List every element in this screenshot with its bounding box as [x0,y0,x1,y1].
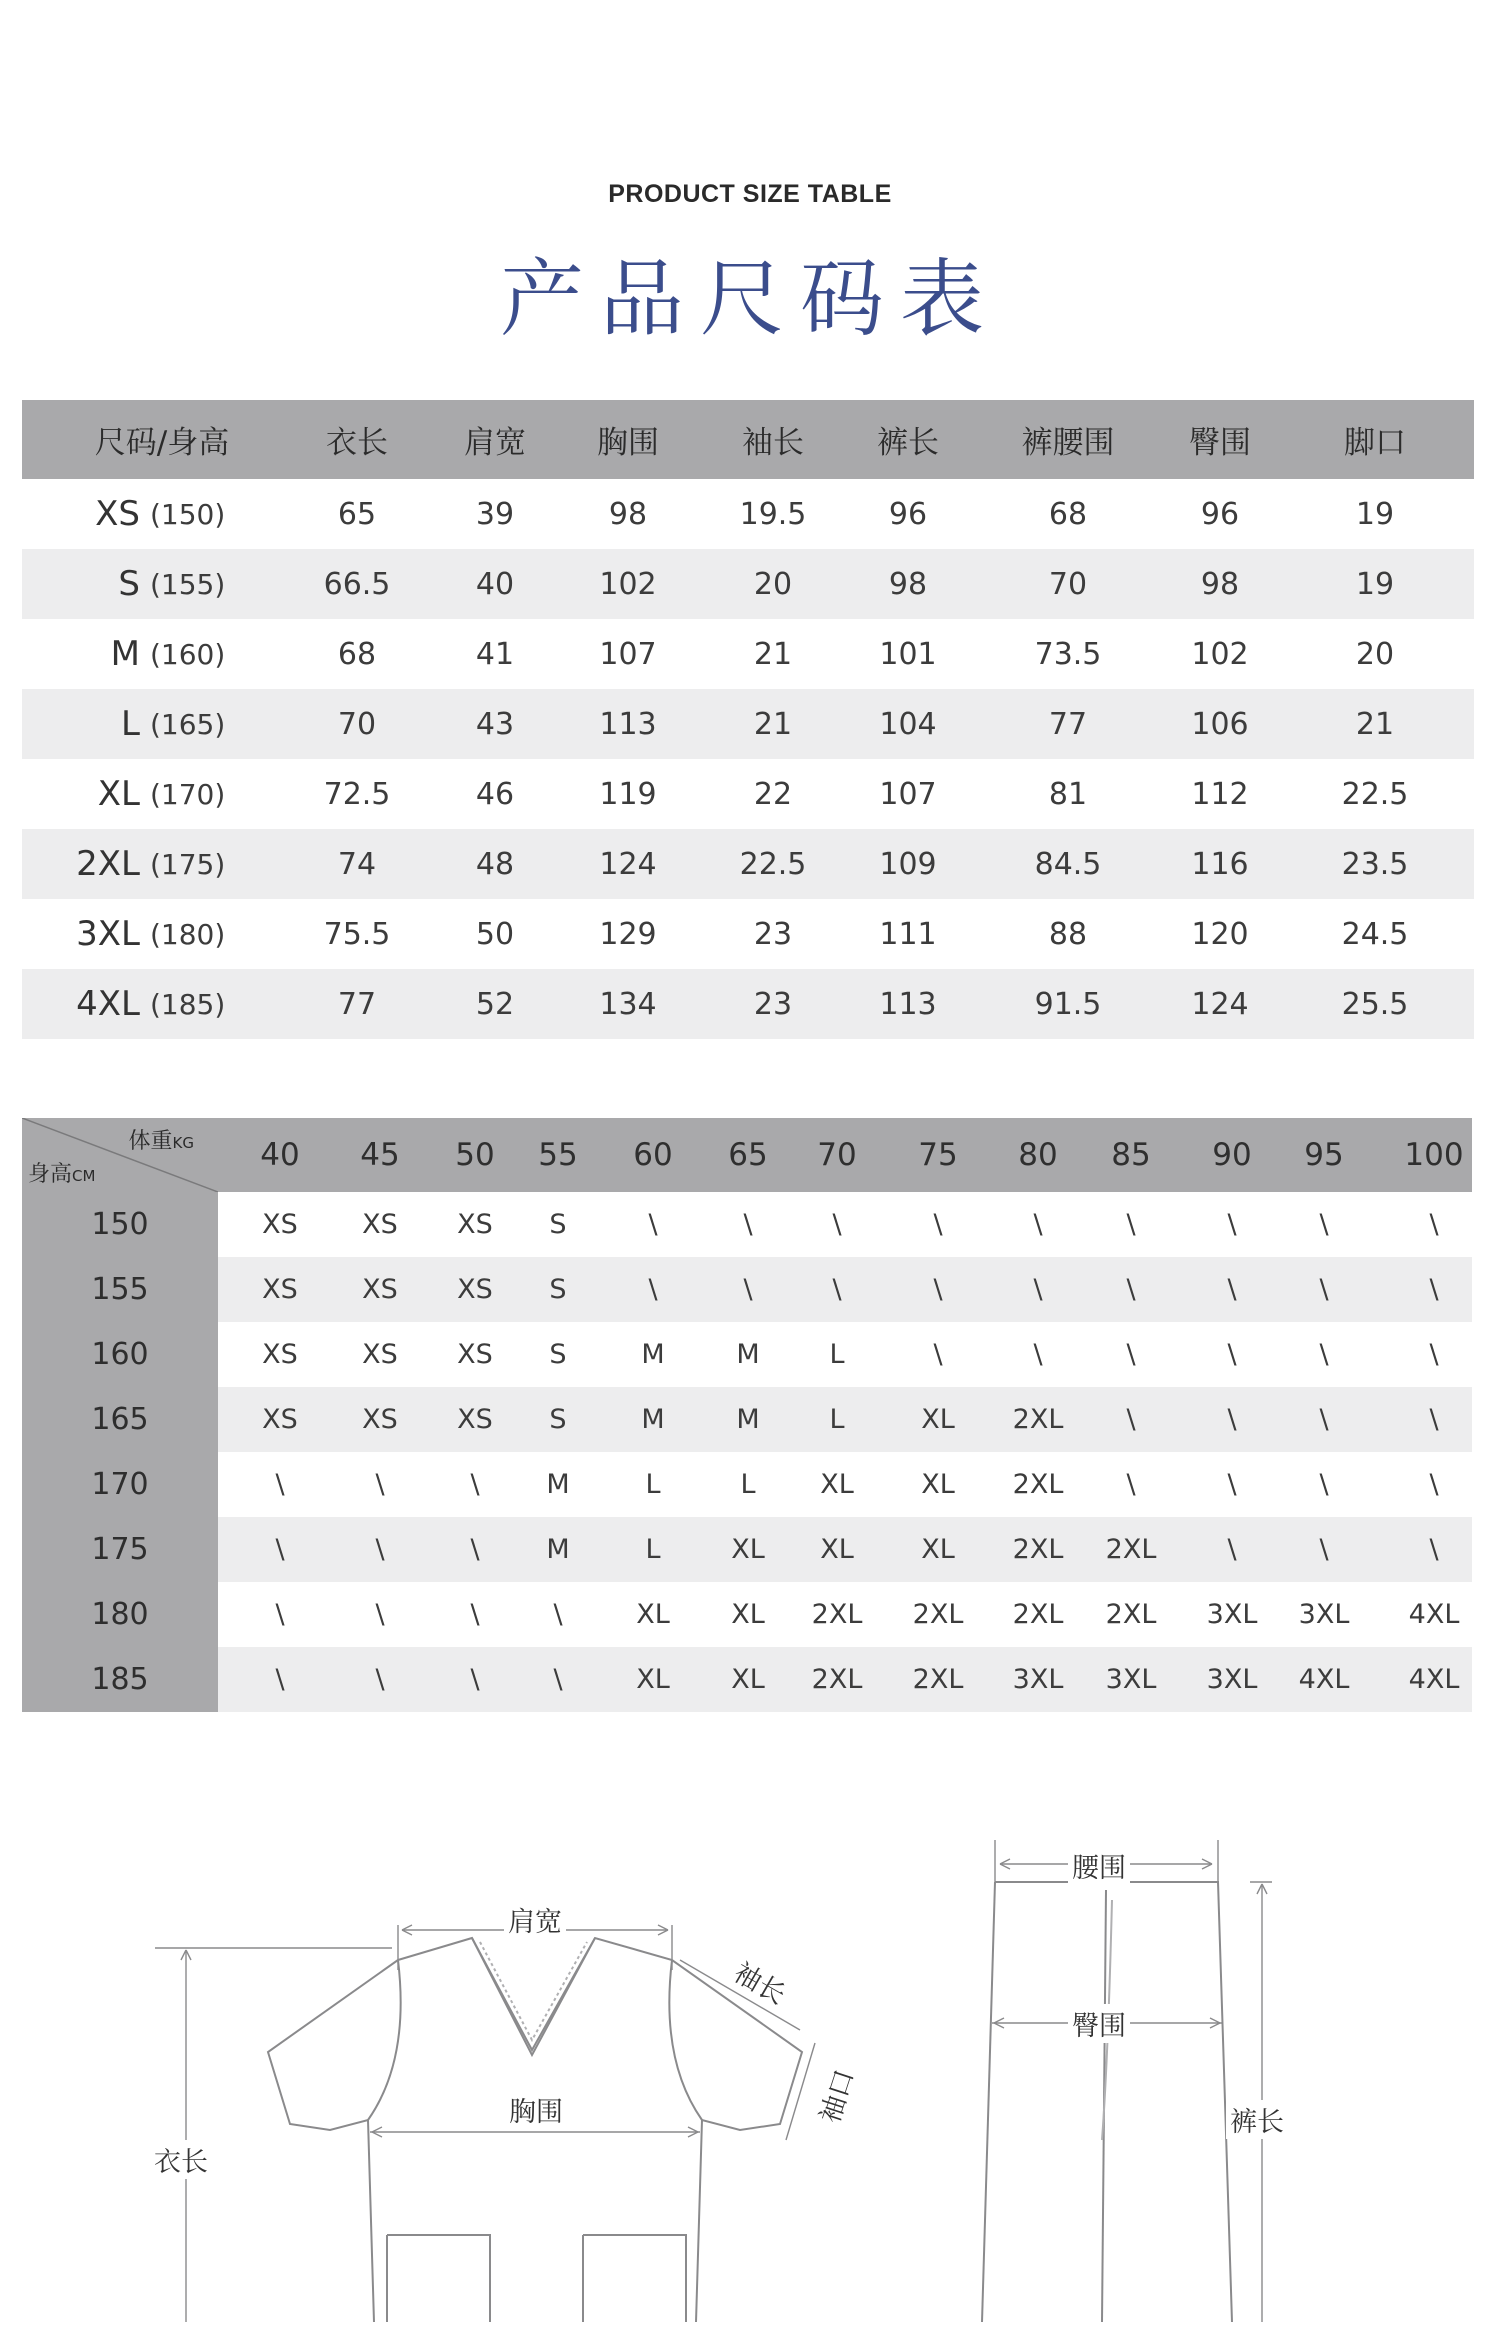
measurement-cell: 113 [599,706,657,742]
recommended-size-cell: S [549,1339,567,1370]
measurement-cell: 96 [1200,496,1240,532]
weight-header: 45 [360,1137,400,1173]
recommended-size-cell: \ [470,1664,480,1695]
column-header: 臀围 [1189,425,1251,461]
weight-header: 100 [1404,1137,1464,1173]
measurement-cell: 75.5 [323,916,391,952]
recommended-size-cell: XL [921,1534,955,1565]
weight-header: 50 [455,1137,495,1173]
measurement-cell: 120 [1191,916,1249,952]
recommended-size-cell: 2XL [811,1599,863,1630]
size-height: (160) [150,637,226,671]
recommended-size-cell: \ [275,1599,285,1630]
size-row [22,899,1474,969]
page-subtitle: PRODUCT SIZE TABLE [608,180,892,208]
size-cell [22,969,230,1039]
measurement-cell: 81 [1048,776,1088,812]
column-header: 袖长 [742,425,804,461]
measurement-cell: 23.5 [1341,846,1409,882]
recommended-size-cell: \ [375,1664,385,1695]
weight-header: 40 [260,1137,300,1173]
weight-header: 95 [1304,1137,1344,1173]
recommended-size-cell: \ [1319,1209,1329,1240]
size-height: (180) [150,917,226,951]
recommended-size-cell: \ [1429,1404,1439,1435]
measurement-cell: 40 [475,566,515,602]
recommended-size-cell: \ [1126,1469,1136,1500]
recommended-size-cell: 2XL [811,1664,863,1695]
recommended-size-cell: 4XL [1408,1664,1460,1695]
corner-weight-label: 体重KG [128,1129,194,1154]
size-row [22,689,1474,759]
recommended-size-cell: \ [1033,1339,1043,1370]
recommended-size-cell: \ [1319,1274,1329,1305]
measurement-cell: 23 [753,916,793,952]
measurement-cell: 88 [1048,916,1088,952]
measurement-cell: 50 [475,916,515,952]
size-code: 4XL [76,984,140,1024]
measurement-cell: 124 [1191,986,1249,1022]
recommended-size-cell: XL [820,1469,854,1500]
measurement-cell: 74 [337,846,377,882]
size-row [22,549,1474,619]
size-cell [22,829,230,899]
column-header: 裤长 [877,425,939,461]
height-cell: 185 [22,1647,218,1712]
recommended-size-cell: 4XL [1298,1664,1350,1695]
weight-header: 80 [1018,1137,1058,1173]
recommended-size-cell: 2XL [1012,1599,1064,1630]
recommended-size-cell: 4XL [1408,1599,1460,1630]
measurement-cell: 39 [475,496,515,532]
measurement-cell: 52 [475,986,515,1022]
waist-label: 腰围 [1068,1846,1130,1885]
height-row [22,1582,1472,1647]
size-cell [22,479,230,549]
recommended-size-cell: \ [275,1664,285,1695]
recommended-size-cell: XL [731,1664,765,1695]
recommended-size-cell: 2XL [1105,1599,1157,1630]
recommended-size-cell: \ [1227,1404,1237,1435]
column-header: 胸围 [597,425,659,461]
recommended-size-cell: XL [820,1534,854,1565]
recommended-size-cell: M [546,1469,570,1500]
recommended-size-cell: \ [275,1469,285,1500]
sleeve-length-label: 袖长 [724,1949,797,2014]
measurement-cell: 22.5 [739,846,807,882]
recommended-size-cell: 2XL [1012,1404,1064,1435]
recommended-size-cell: \ [1429,1339,1439,1370]
size-cell [22,689,230,759]
measurement-cell: 41 [475,636,515,672]
height-cell: 165 [22,1387,218,1452]
size-row [22,479,1474,549]
height-row [22,1257,1472,1322]
measurement-cell: 21 [753,636,793,672]
measurement-cell: 43 [475,706,515,742]
recommended-size-cell: L [829,1339,845,1370]
measurement-cell: 112 [1191,776,1249,812]
measurement-cell: 19 [1355,566,1395,602]
size-recommendation-table [22,1118,1472,1712]
corner-cell [22,1118,218,1192]
recommended-size-cell: 2XL [1012,1534,1064,1565]
measurement-cell: 98 [888,566,928,602]
recommended-size-cell: XL [636,1599,670,1630]
recommended-size-cell: \ [470,1534,480,1565]
recommended-size-cell: \ [648,1209,658,1240]
weight-header-row [22,1118,1472,1192]
measurement-cell: 91.5 [1034,986,1102,1022]
column-header: 脚口 [1344,425,1406,461]
size-row [22,829,1474,899]
recommended-size-cell: \ [375,1534,385,1565]
recommended-size-cell: M [641,1404,665,1435]
recommended-size-cell: \ [1429,1534,1439,1565]
height-cell: 170 [22,1452,218,1517]
size-height: (155) [150,567,226,601]
recommended-size-cell: XS [262,1209,298,1240]
measurement-cell: 22.5 [1341,776,1409,812]
measurement-cell: 65 [337,496,377,532]
hip-label: 臀围 [1068,2004,1130,2043]
size-cell [22,759,230,829]
recommended-size-cell: \ [1227,1469,1237,1500]
measurement-cell: 70 [337,706,377,742]
recommended-size-cell: M [641,1339,665,1370]
recommended-size-cell: \ [1319,1404,1329,1435]
recommended-size-cell: M [736,1404,760,1435]
weight-header: 75 [918,1137,958,1173]
size-cell [22,899,230,969]
recommended-size-cell: 3XL [1298,1599,1350,1630]
recommended-size-cell: XS [362,1274,398,1305]
height-cell: 150 [22,1192,218,1257]
recommended-size-cell: S [549,1274,567,1305]
recommended-size-cell: M [736,1339,760,1370]
measurement-cell: 48 [475,846,515,882]
recommended-size-cell: \ [1319,1534,1329,1565]
recommended-size-cell: XS [362,1209,398,1240]
recommended-size-cell: S [549,1209,567,1240]
corner-height-label: 身高CM [28,1162,96,1187]
measurement-cell: 107 [599,636,657,672]
recommended-size-cell: S [549,1404,567,1435]
recommended-size-cell: L [829,1404,845,1435]
recommended-size-cell: \ [1319,1469,1329,1500]
recommended-size-cell: M [546,1534,570,1565]
size-code: XL [97,774,140,814]
measurement-cell: 116 [1191,846,1249,882]
recommended-size-cell: 2XL [912,1664,964,1695]
recommended-size-cell: L [740,1469,756,1500]
measurement-cell: 119 [599,776,657,812]
size-cell [22,619,230,689]
size-code: S [118,564,140,604]
recommended-size-cell: XS [362,1339,398,1370]
measurement-cell: 134 [599,986,657,1022]
recommended-size-cell: 2XL [1105,1534,1157,1565]
recommended-size-cell: XS [362,1404,398,1435]
column-header: 肩宽 [464,425,526,461]
recommended-size-cell: \ [1227,1274,1237,1305]
measurement-cell: 84.5 [1034,846,1102,882]
recommended-size-cell: \ [832,1274,842,1305]
size-height: (170) [150,777,226,811]
recommended-size-cell: \ [470,1599,480,1630]
recommended-size-cell: \ [648,1274,658,1305]
garment-illustration [0,1760,1500,2322]
size-code: M [110,634,140,674]
height-row [22,1517,1472,1582]
size-code: 2XL [76,844,140,884]
measurement-cell: 24.5 [1341,916,1409,952]
measurement-cell: 23 [753,986,793,1022]
weight-header: 65 [728,1137,768,1173]
height-cell: 180 [22,1582,218,1647]
recommended-size-cell: \ [470,1469,480,1500]
measurement-cell: 98 [1200,566,1240,602]
recommended-size-cell: 3XL [1206,1664,1258,1695]
size-table [22,400,1474,1039]
size-code: 3XL [76,914,140,954]
recommended-size-cell: \ [1429,1274,1439,1305]
measurement-cell: 124 [599,846,657,882]
recommended-size-cell: \ [832,1209,842,1240]
chest-label: 胸围 [505,2090,567,2129]
size-row [22,969,1474,1039]
recommended-size-cell: \ [375,1599,385,1630]
recommended-size-cell: \ [1429,1469,1439,1500]
recommended-size-cell: XL [921,1404,955,1435]
recommended-size-cell: XS [262,1404,298,1435]
recommended-size-cell: \ [1033,1209,1043,1240]
size-height: (165) [150,707,226,741]
recommended-size-cell: XL [731,1599,765,1630]
measurement-cell: 20 [753,566,793,602]
measurement-cell: 72.5 [323,776,391,812]
recommended-size-cell: \ [743,1274,753,1305]
measurement-cell: 19.5 [739,496,807,532]
recommended-size-cell: \ [1319,1339,1329,1370]
measurement-cell: 68 [1048,496,1088,532]
measurement-cell: 22 [753,776,793,812]
measurement-cell: 111 [879,916,937,952]
recommended-size-cell: \ [1227,1339,1237,1370]
size-height: (150) [150,497,226,531]
height-row [22,1387,1472,1452]
recommended-size-cell: \ [1126,1404,1136,1435]
recommended-size-cell: L [645,1534,661,1565]
recommended-size-cell: \ [933,1339,943,1370]
height-row [22,1452,1472,1517]
recommended-size-cell: \ [1126,1209,1136,1240]
measurement-cell: 129 [599,916,657,952]
measurement-cell: 21 [753,706,793,742]
column-header: 裤腰围 [1021,425,1115,461]
recommended-size-cell: XS [457,1404,493,1435]
measurement-cell: 102 [599,566,657,602]
recommended-size-cell: L [645,1469,661,1500]
recommended-size-cell: XS [262,1274,298,1305]
recommended-size-cell: \ [1126,1339,1136,1370]
recommended-size-cell: 3XL [1206,1599,1258,1630]
recommended-size-cell: \ [933,1209,943,1240]
pants-length-label: 裤长 [1226,2100,1288,2139]
weight-header: 60 [633,1137,673,1173]
recommended-size-cell: XL [921,1469,955,1500]
measurement-cell: 107 [879,776,937,812]
column-header: 衣长 [326,425,388,461]
recommended-size-cell: \ [1126,1274,1136,1305]
measurement-cell: 73.5 [1034,636,1102,672]
measurement-cell: 113 [879,986,937,1022]
measurement-cell: 77 [337,986,377,1022]
size-code: XS [95,494,140,534]
size-code: L [121,704,140,744]
size-height: (185) [150,987,226,1021]
measurement-cell: 19 [1355,496,1395,532]
column-header: 尺码/身高 [94,425,230,461]
measurement-cell: 109 [879,846,937,882]
measurement-cell: 66.5 [323,566,391,602]
measurement-diagram [0,1760,1500,2322]
weight-header: 70 [817,1137,857,1173]
recommended-size-cell: 3XL [1012,1664,1064,1695]
height-row [22,1647,1472,1712]
recommended-size-cell: \ [375,1469,385,1500]
weight-header: 85 [1111,1137,1151,1173]
recommended-size-cell: XL [636,1664,670,1695]
size-cell [22,549,230,619]
recommended-size-cell: XS [262,1339,298,1370]
measurement-cell: 102 [1191,636,1249,672]
height-cell: 175 [22,1517,218,1582]
recommended-size-cell: \ [275,1534,285,1565]
recommended-size-cell: XL [731,1534,765,1565]
shoulder-width-label: 肩宽 [504,1900,566,1939]
recommended-size-cell: 3XL [1105,1664,1157,1695]
measurement-cell: 70 [1048,566,1088,602]
recommended-size-cell: \ [1227,1534,1237,1565]
size-row [22,619,1474,689]
cuff-label: 袖口 [807,2060,863,2131]
page-title: 产品尺码表 [499,250,1000,348]
measurement-cell: 98 [608,496,648,532]
recommended-size-cell: \ [1227,1209,1237,1240]
recommended-size-cell: 2XL [1012,1469,1064,1500]
recommended-size-cell: \ [933,1274,943,1305]
recommended-size-cell: \ [553,1664,563,1695]
measurement-cell: 104 [879,706,937,742]
measurement-cell: 96 [888,496,928,532]
recommended-size-cell: \ [743,1209,753,1240]
weight-header: 55 [538,1137,578,1173]
measurement-cell: 101 [879,636,937,672]
recommended-size-cell: \ [1033,1274,1043,1305]
measurement-cell: 68 [337,636,377,672]
measurement-cell: 46 [475,776,515,812]
size-row [22,759,1474,829]
height-cell: 160 [22,1322,218,1387]
height-row [22,1192,1472,1257]
recommended-size-cell: XS [457,1209,493,1240]
recommended-size-cell: \ [553,1599,563,1630]
garment-length-label: 衣长 [150,2140,212,2179]
size-table-header [22,400,1474,479]
size-height: (175) [150,847,226,881]
measurement-cell: 25.5 [1341,986,1409,1022]
recommended-size-cell: XS [457,1274,493,1305]
measurement-cell: 20 [1355,636,1395,672]
recommended-size-cell: 2XL [912,1599,964,1630]
weight-header: 90 [1212,1137,1252,1173]
height-row [22,1322,1472,1387]
measurement-cell: 77 [1048,706,1088,742]
recommended-size-cell: \ [1429,1209,1439,1240]
recommended-size-cell: XS [457,1339,493,1370]
measurement-cell: 21 [1355,706,1395,742]
measurement-cell: 106 [1191,706,1249,742]
height-cell: 155 [22,1257,218,1322]
